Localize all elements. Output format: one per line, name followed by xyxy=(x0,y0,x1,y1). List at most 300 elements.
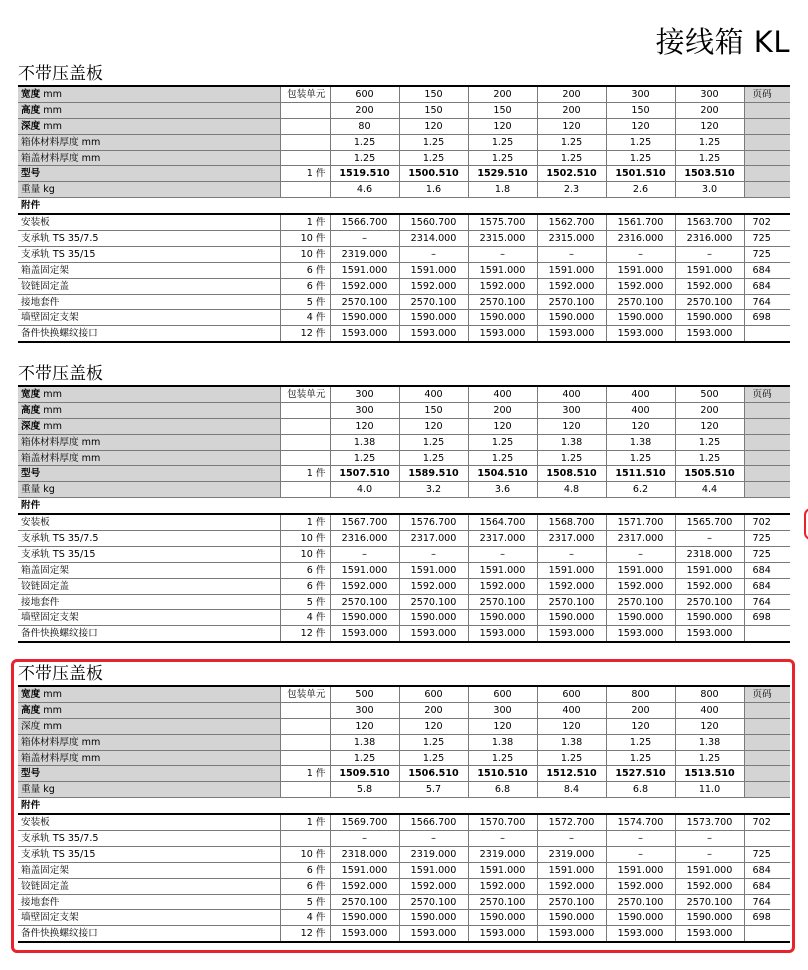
part-number: 1590.000 xyxy=(330,310,399,326)
pack-unit: 6 件 xyxy=(280,578,330,594)
page-ref xyxy=(744,166,790,182)
accessory-label: 支承轨 TS 35/7.5 xyxy=(18,531,280,547)
part-number: – xyxy=(537,831,606,847)
page-ref xyxy=(744,134,790,150)
spec-value: 1.25 xyxy=(468,750,537,766)
page-ref: 698 xyxy=(744,610,790,626)
spec-value: 11.0 xyxy=(675,782,744,798)
part-number: 2570.100 xyxy=(399,894,468,910)
part-number: 1593.000 xyxy=(399,326,468,342)
part-number: 1591.000 xyxy=(330,262,399,278)
part-number: 1592.000 xyxy=(399,878,468,894)
accessory-row xyxy=(18,546,790,562)
accessory-label: 安装板 xyxy=(18,214,280,230)
part-number: 1591.000 xyxy=(399,262,468,278)
pack-unit: 4 件 xyxy=(280,610,330,626)
part-number: 1571.700 xyxy=(606,514,675,530)
spec-label xyxy=(18,402,280,418)
accessory-row xyxy=(18,262,790,278)
pack-unit: 5 件 xyxy=(280,594,330,610)
spec-value: 1589.510 xyxy=(399,466,468,482)
spec-value: 1.25 xyxy=(606,150,675,166)
page-ref: 764 xyxy=(744,594,790,610)
accessories-header xyxy=(18,198,790,214)
spec-value: 200 xyxy=(537,86,606,102)
part-number: 1591.000 xyxy=(675,262,744,278)
accessory-label: 铰链固定盖 xyxy=(18,878,280,894)
spec-value: 1.25 xyxy=(399,134,468,150)
part-number: – xyxy=(468,246,537,262)
part-number: 2570.100 xyxy=(675,894,744,910)
part-number: 2570.100 xyxy=(330,594,399,610)
spec-value: 1505.510 xyxy=(675,466,744,482)
spec-value: 1.25 xyxy=(399,734,468,750)
part-number: 1593.000 xyxy=(468,326,537,342)
page-ref: 725 xyxy=(744,546,790,562)
accessory-label: 支承轨 TS 35/15 xyxy=(18,246,280,262)
spec-value: 120 xyxy=(399,418,468,434)
pack-unit xyxy=(280,434,330,450)
page-ref: 702 xyxy=(744,214,790,230)
spec-value: 200 xyxy=(675,402,744,418)
part-number: 1593.000 xyxy=(675,926,744,942)
part-number: 1593.000 xyxy=(537,626,606,642)
part-number: 1593.000 xyxy=(537,926,606,942)
part-number: 1591.000 xyxy=(468,562,537,578)
part-number: 1568.700 xyxy=(537,514,606,530)
part-number: 2316.000 xyxy=(675,231,744,247)
part-number: 1575.700 xyxy=(468,214,537,230)
part-number: 2570.100 xyxy=(468,894,537,910)
spec-value: 1.25 xyxy=(606,750,675,766)
part-number: 1576.700 xyxy=(399,514,468,530)
spec-row xyxy=(18,450,790,466)
pack-unit: 10 件 xyxy=(280,246,330,262)
spec-value: 600 xyxy=(537,686,606,702)
pack-unit: 6 件 xyxy=(280,262,330,278)
spec-value: 1529.510 xyxy=(468,166,537,182)
accessory-label: 备件快换螺纹接口 xyxy=(18,926,280,942)
spec-value: 500 xyxy=(330,686,399,702)
part-number: 1590.000 xyxy=(468,610,537,626)
spec-label-text: 重量 kg xyxy=(21,184,55,196)
pack-unit: 1 件 xyxy=(280,766,330,782)
spec-value: 1.25 xyxy=(675,434,744,450)
spec-value: 1.25 xyxy=(537,150,606,166)
spec-label-bold: 高度 xyxy=(21,704,41,716)
spec-value: 8.4 xyxy=(537,782,606,798)
part-number: 2570.100 xyxy=(468,294,537,310)
part-number: – xyxy=(606,846,675,862)
page-ref: 725 xyxy=(744,231,790,247)
spec-value: 1510.510 xyxy=(468,766,537,782)
spec-value: 2.3 xyxy=(537,182,606,198)
spec-value: 5.7 xyxy=(399,782,468,798)
part-number: 2570.100 xyxy=(330,294,399,310)
part-number: 1592.000 xyxy=(399,578,468,594)
spec-value: 1506.510 xyxy=(399,766,468,782)
part-number: 2570.100 xyxy=(468,594,537,610)
spec-value: 120 xyxy=(675,118,744,134)
spec-value: 1519.510 xyxy=(330,166,399,182)
spec-value: 1.25 xyxy=(330,750,399,766)
spec-label-text: 箱盖材料厚度 mm xyxy=(21,152,101,164)
part-number: 1593.000 xyxy=(606,626,675,642)
accessory-label: 支承轨 TS 35/7.5 xyxy=(18,831,280,847)
page-ref: 684 xyxy=(744,262,790,278)
spec-value: 1502.510 xyxy=(537,166,606,182)
part-number: 1593.000 xyxy=(468,626,537,642)
spec-value: 80 xyxy=(330,118,399,134)
part-number: 1564.700 xyxy=(468,514,537,530)
spec-label xyxy=(18,434,280,450)
spec-row xyxy=(18,386,790,402)
spec-label xyxy=(18,182,280,198)
part-number: 1590.000 xyxy=(675,910,744,926)
pack-unit: 5 件 xyxy=(280,894,330,910)
part-number: 2314.000 xyxy=(399,231,468,247)
accessory-label: 安装板 xyxy=(18,514,280,530)
part-number: 2317.000 xyxy=(399,531,468,547)
part-number: – xyxy=(537,246,606,262)
page-ref xyxy=(744,434,790,450)
page-ref: 698 xyxy=(744,910,790,926)
part-number: – xyxy=(675,246,744,262)
spec-value: 4.8 xyxy=(537,482,606,498)
accessories-label: 附件 xyxy=(18,798,280,814)
spec-value: 1527.510 xyxy=(606,766,675,782)
accessory-label: 支承轨 TS 35/7.5 xyxy=(18,231,280,247)
pack-unit xyxy=(280,118,330,134)
spec-value: 1.25 xyxy=(399,750,468,766)
spec-value: 3.0 xyxy=(675,182,744,198)
spec-label-bold: 型号 xyxy=(21,768,41,780)
accessory-label: 接地套件 xyxy=(18,294,280,310)
accessory-row xyxy=(18,626,790,642)
spec-label xyxy=(18,466,280,482)
spec-value: 1.38 xyxy=(330,434,399,450)
spec-value: 150 xyxy=(606,102,675,118)
part-number: 1593.000 xyxy=(330,926,399,942)
spec-value: 1.25 xyxy=(399,450,468,466)
part-number: 2570.100 xyxy=(675,594,744,610)
part-number: 1592.000 xyxy=(468,878,537,894)
page-ref: 698 xyxy=(744,310,790,326)
spec-value: 6.8 xyxy=(606,782,675,798)
spec-value: 120 xyxy=(399,118,468,134)
spec-label-text: mm xyxy=(40,704,62,716)
spec-label-text: 箱盖材料厚度 mm xyxy=(21,752,101,764)
spec-label-bold: 宽度 xyxy=(21,688,41,700)
spec-table xyxy=(18,85,790,343)
pack-unit xyxy=(280,182,330,198)
pack-unit: 12 件 xyxy=(280,926,330,942)
spec-label-bold: 深度 xyxy=(21,120,41,132)
pack-unit: 12 件 xyxy=(280,626,330,642)
spec-value: 1.38 xyxy=(468,734,537,750)
part-number: 1566.700 xyxy=(399,814,468,830)
spec-row xyxy=(18,466,790,482)
part-number: – xyxy=(399,831,468,847)
part-number: 2570.100 xyxy=(675,294,744,310)
spec-value: 400 xyxy=(537,702,606,718)
part-number: 1590.000 xyxy=(675,310,744,326)
spec-value: 300 xyxy=(537,402,606,418)
spec-label xyxy=(18,150,280,166)
spec-value: 300 xyxy=(606,86,675,102)
spec-value: 1.25 xyxy=(606,134,675,150)
accessory-label: 墙壁固定支架 xyxy=(18,310,280,326)
spec-value: 1503.510 xyxy=(675,166,744,182)
spec-value: 600 xyxy=(468,686,537,702)
spec-value: 1508.510 xyxy=(537,466,606,482)
spec-value: 300 xyxy=(468,702,537,718)
spec-value: 120 xyxy=(537,718,606,734)
spec-value: 1504.510 xyxy=(468,466,537,482)
spec-value: 120 xyxy=(675,718,744,734)
spec-value: 300 xyxy=(330,402,399,418)
spec-label-text: 箱体材料厚度 mm xyxy=(21,436,101,448)
spec-value: 120 xyxy=(606,418,675,434)
part-number: 2318.000 xyxy=(330,846,399,862)
spec-row xyxy=(18,166,790,182)
part-number: – xyxy=(606,831,675,847)
part-number: 1593.000 xyxy=(330,626,399,642)
spec-label-text: mm xyxy=(40,388,62,400)
part-number: 1593.000 xyxy=(330,326,399,342)
part-number: 1591.000 xyxy=(606,562,675,578)
part-number: 1590.000 xyxy=(675,610,744,626)
spec-row xyxy=(18,418,790,434)
spec-value: 5.8 xyxy=(330,782,399,798)
spec-table xyxy=(18,385,790,643)
spec-value: 1.25 xyxy=(330,134,399,150)
spec-value: 1.38 xyxy=(675,734,744,750)
part-number: 2317.000 xyxy=(468,531,537,547)
spec-label xyxy=(18,418,280,434)
accessory-row xyxy=(18,278,790,294)
part-number: 1590.000 xyxy=(606,610,675,626)
accessory-row xyxy=(18,578,790,594)
page-ref: 702 xyxy=(744,814,790,830)
part-number: – xyxy=(537,546,606,562)
spec-value: 1.25 xyxy=(675,150,744,166)
spec-label xyxy=(18,450,280,466)
part-number: 1593.000 xyxy=(537,326,606,342)
part-number: – xyxy=(468,831,537,847)
part-number: 1591.000 xyxy=(468,862,537,878)
accessory-label: 接地套件 xyxy=(18,894,280,910)
spec-section-1 xyxy=(18,64,790,343)
spec-value: 1.38 xyxy=(537,734,606,750)
spec-value: 1.25 xyxy=(606,734,675,750)
spec-label xyxy=(18,134,280,150)
part-number: 1591.000 xyxy=(606,862,675,878)
spec-label-bold: 高度 xyxy=(21,104,41,116)
spec-value: 1.25 xyxy=(675,750,744,766)
accessories-label: 附件 xyxy=(18,498,280,514)
part-number: 1593.000 xyxy=(468,926,537,942)
part-number: 1590.000 xyxy=(468,910,537,926)
spec-value: 1.25 xyxy=(675,134,744,150)
spec-value: 150 xyxy=(399,86,468,102)
spec-label xyxy=(18,166,280,182)
spec-label-text: 重量 kg xyxy=(21,484,55,496)
part-number: 1569.700 xyxy=(330,814,399,830)
accessory-label: 支承轨 TS 35/15 xyxy=(18,546,280,562)
accessory-label: 铰链固定盖 xyxy=(18,578,280,594)
spec-value: 1.8 xyxy=(468,182,537,198)
page-ref: 702 xyxy=(744,514,790,530)
page-ref: 764 xyxy=(744,294,790,310)
spec-value: 1.25 xyxy=(399,434,468,450)
part-number: 1590.000 xyxy=(330,910,399,926)
part-number: 2319.000 xyxy=(399,846,468,862)
highlight-box xyxy=(11,659,795,953)
spec-value: 120 xyxy=(330,418,399,434)
pack-unit xyxy=(280,450,330,466)
accessory-label: 箱盖固定架 xyxy=(18,862,280,878)
spec-value: 200 xyxy=(468,402,537,418)
spec-label-bold: 宽度 xyxy=(21,388,41,400)
spec-row xyxy=(18,102,790,118)
part-number: 1592.000 xyxy=(675,278,744,294)
page-ref xyxy=(744,118,790,134)
spec-value: 200 xyxy=(537,102,606,118)
part-number: 1593.000 xyxy=(606,326,675,342)
part-number: 1592.000 xyxy=(468,278,537,294)
pack-unit: 10 件 xyxy=(280,231,330,247)
part-number: – xyxy=(330,231,399,247)
spec-value: 1500.510 xyxy=(399,166,468,182)
spec-value: 120 xyxy=(537,118,606,134)
page-ref: 684 xyxy=(744,878,790,894)
part-number: 1591.000 xyxy=(537,862,606,878)
part-number: 2317.000 xyxy=(537,531,606,547)
part-number: 1574.700 xyxy=(606,814,675,830)
part-number: 2318.000 xyxy=(675,546,744,562)
page-ref: 725 xyxy=(744,846,790,862)
part-number: 1592.000 xyxy=(330,278,399,294)
spec-value: 800 xyxy=(606,686,675,702)
spec-value: 200 xyxy=(330,102,399,118)
spec-value: 400 xyxy=(606,402,675,418)
accessory-label: 箱盖固定架 xyxy=(18,562,280,578)
part-number: 2319.000 xyxy=(537,846,606,862)
pack-unit: 1 件 xyxy=(280,466,330,482)
part-number: 1592.000 xyxy=(675,878,744,894)
part-number: – xyxy=(330,831,399,847)
part-number: 1591.000 xyxy=(330,862,399,878)
part-number: – xyxy=(399,246,468,262)
pack-unit: 4 件 xyxy=(280,310,330,326)
page-ref: 684 xyxy=(744,578,790,594)
part-number: – xyxy=(606,546,675,562)
part-number: – xyxy=(468,546,537,562)
spec-label-bold: 高度 xyxy=(21,404,41,416)
spec-value: 400 xyxy=(468,386,537,402)
part-number: 1592.000 xyxy=(537,278,606,294)
pack-unit: 1 件 xyxy=(280,214,330,230)
part-number: 1592.000 xyxy=(537,578,606,594)
section-title: 不带压盖板 xyxy=(18,64,103,84)
pack-unit xyxy=(280,402,330,418)
spec-label xyxy=(18,102,280,118)
part-number: 1592.000 xyxy=(537,878,606,894)
part-number: 2570.100 xyxy=(606,594,675,610)
spec-value: 2.6 xyxy=(606,182,675,198)
accessory-row xyxy=(18,294,790,310)
part-number: 2317.000 xyxy=(606,531,675,547)
part-number: 1565.700 xyxy=(675,514,744,530)
accessory-label: 支承轨 TS 35/15 xyxy=(18,846,280,862)
page-ref: 684 xyxy=(744,862,790,878)
spec-value: 300 xyxy=(330,702,399,718)
part-number: 2570.100 xyxy=(606,894,675,910)
accessory-label: 墙壁固定支架 xyxy=(18,910,280,926)
spec-value: 200 xyxy=(468,86,537,102)
spec-value: 800 xyxy=(675,686,744,702)
spec-label-text: mm xyxy=(40,404,62,416)
pack-unit: 10 件 xyxy=(280,846,330,862)
spec-row xyxy=(18,434,790,450)
spec-value: 400 xyxy=(537,386,606,402)
pack-unit: 1 件 xyxy=(280,514,330,530)
page-ref xyxy=(744,182,790,198)
edge-marker xyxy=(804,508,808,540)
spec-label-bold: 型号 xyxy=(21,168,41,180)
spec-value: 150 xyxy=(399,402,468,418)
part-number: 1592.000 xyxy=(606,578,675,594)
spec-value: 1.25 xyxy=(399,150,468,166)
spec-value: 1.38 xyxy=(537,434,606,450)
part-number: 1590.000 xyxy=(606,310,675,326)
spec-label-text: 箱盖材料厚度 mm xyxy=(21,452,101,464)
part-number: 2570.100 xyxy=(330,894,399,910)
spec-value: 120 xyxy=(606,118,675,134)
page-title: 接线箱 KL xyxy=(655,25,790,59)
spec-label-text: 重量 kg xyxy=(21,784,55,796)
section-title: 不带压盖板 xyxy=(18,664,103,684)
spec-value: 1.25 xyxy=(468,150,537,166)
spec-value: 1.25 xyxy=(330,150,399,166)
part-number: 1591.000 xyxy=(537,562,606,578)
spec-value: 3.6 xyxy=(468,482,537,498)
pack-unit: 10 件 xyxy=(280,531,330,547)
accessory-label: 备件快换螺纹接口 xyxy=(18,326,280,342)
spec-value: 200 xyxy=(675,102,744,118)
part-number: 2319.000 xyxy=(468,846,537,862)
part-number: 1561.700 xyxy=(606,214,675,230)
spec-value: 1512.510 xyxy=(537,766,606,782)
spec-value: 150 xyxy=(468,102,537,118)
accessory-row xyxy=(18,514,790,530)
page-ref: 725 xyxy=(744,531,790,547)
part-number: 1590.000 xyxy=(537,310,606,326)
part-number: 1592.000 xyxy=(468,578,537,594)
spec-value: 1501.510 xyxy=(606,166,675,182)
pack-unit: 包装单元 xyxy=(280,686,330,702)
spec-value: 400 xyxy=(675,702,744,718)
part-number: – xyxy=(606,246,675,262)
pack-unit: 6 件 xyxy=(280,862,330,878)
page-ref xyxy=(744,326,790,342)
part-number: 2315.000 xyxy=(537,231,606,247)
part-number: 2570.100 xyxy=(399,294,468,310)
part-number: – xyxy=(675,846,744,862)
part-number: 1590.000 xyxy=(399,610,468,626)
spec-label xyxy=(18,482,280,498)
